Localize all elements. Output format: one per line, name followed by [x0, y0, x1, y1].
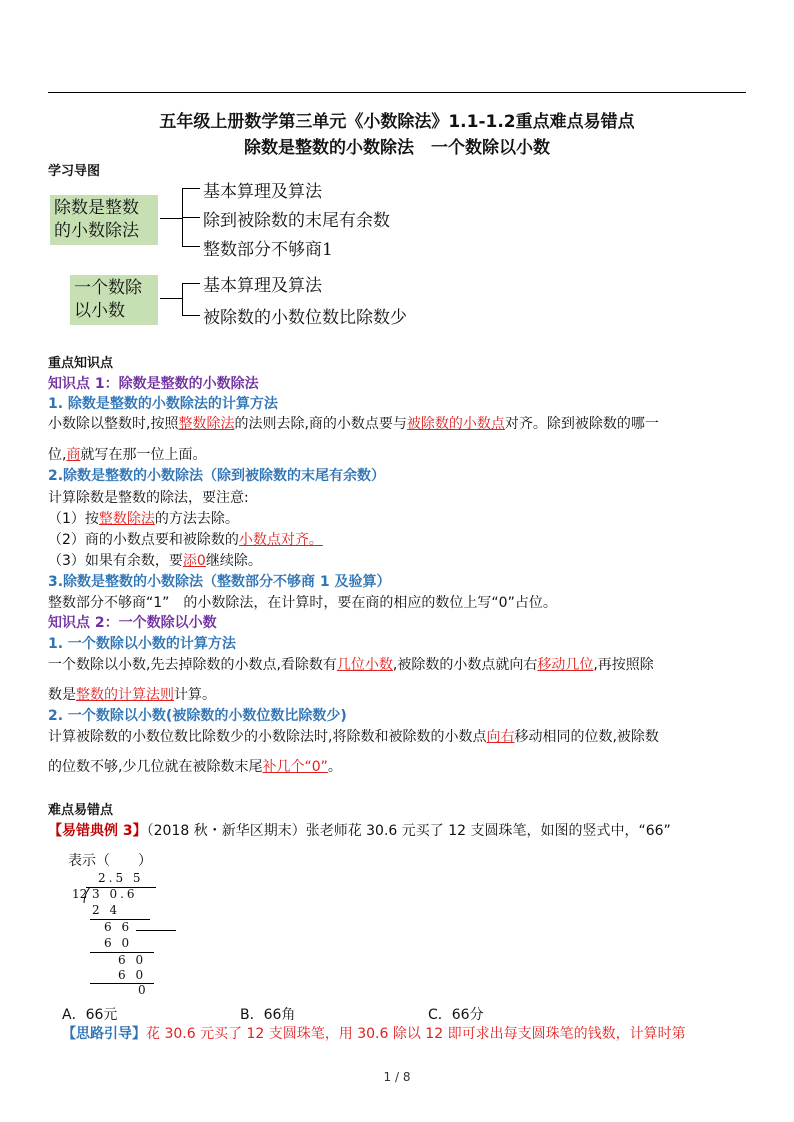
paragraph: 数是整数的计算法则计算。: [48, 687, 216, 703]
mindmap-item: 基本算理及算法: [203, 276, 322, 296]
dividend: 3 0.6: [92, 887, 138, 901]
highlight: 整数除法: [98, 511, 155, 527]
paragraph: 位,商就写在那一位上面。: [48, 447, 207, 463]
connector: [182, 246, 200, 247]
mindmap-item: 整数部分不够商1: [203, 240, 333, 260]
division-row: 0: [138, 983, 149, 997]
paragraph: 小数除以整数时,按照整数除法的法则去除,商的小数点要与被除数的小数点对齐。除到被除数的哪一: [48, 416, 659, 432]
section-3-title: 3.除数是整数的小数除法（整数部分不够商 1 及验算）: [48, 574, 391, 590]
division-row: 6 0: [104, 936, 133, 950]
page-subtitle: 除数是整数的小数除法 一个数除以小数: [244, 138, 550, 158]
hint-label: 【思路引导】: [62, 1026, 146, 1042]
highlight: 移动几位: [537, 657, 594, 673]
hard-heading: 难点易错点: [48, 803, 114, 818]
header-rule: [48, 92, 746, 93]
guide-heading: 学习导图: [48, 164, 101, 179]
long-division-figure: [62, 869, 180, 999]
section-t2-title: 2. 一个数除以小数(被除数的小数位数比除数少): [48, 708, 347, 724]
paragraph: 的位数不够,少几位就在被除数末尾补几个“0”。: [48, 759, 342, 775]
connector: [182, 315, 200, 316]
mindmap-item: 基本算理及算法: [203, 182, 322, 202]
highlight: 整数的计算法则: [76, 687, 174, 703]
option-c[interactable]: C．66分: [428, 1007, 484, 1023]
highlight: 整数除法: [178, 416, 235, 432]
list-item: （1）按整数除法的方法去除。: [48, 511, 239, 527]
paragraph: 整数部分不够商“1” 的小数除法，在计算时，要在商的相应的数位上写“0”占位。: [48, 595, 557, 611]
mindmap-box-1-line2: 的小数除法: [54, 221, 139, 241]
paragraph: 计算除数是整数的除法，要注意:: [48, 490, 249, 506]
key-heading: 重点知识点: [48, 356, 114, 371]
paragraph: 计算被除数的小数位数比除数少的小数除法时,将除数和被除数的小数点向右移动相同的位数,被除数: [48, 729, 659, 745]
mindmap-box-1: [50, 195, 158, 245]
paragraph: 一个数除以小数,先去掉除数的小数点,看除数有几位小数,被除数的小数点就向右移动几位,再按照除: [48, 657, 654, 673]
mindmap-box-1-line1: 除数是整数: [54, 198, 139, 218]
section-t1-title: 1. 一个数除以小数的计算方法: [48, 636, 236, 652]
division-row: 6 0: [118, 968, 147, 982]
highlight: 小数点对齐。: [238, 532, 323, 548]
section-1-title: 1. 除数是整数的小数除法的计算方法: [48, 396, 278, 412]
mindmap-box-2-line2: 以小数: [74, 301, 125, 321]
quotient: 2.5 5: [98, 871, 144, 885]
highlight: 向右: [486, 729, 515, 745]
example-question: 【易错典例 3】（2018 秋・新华区期末）张老师花 30.6 元买了 12 支圆珠笔，如图的竖式中，“66”: [48, 823, 671, 839]
hint: 【思路引导】花 30.6 元买了 12 支圆珠笔，用 30.6 除以 12 即可求出每支圆珠笔的钱数，计算时第: [62, 1026, 686, 1042]
list-item: （3）如果有余数，要添0继续除。: [48, 553, 262, 569]
knowledge-point-1: 知识点 1：除数是整数的小数除法: [48, 376, 259, 392]
example-label: 【易错典例 3】: [48, 823, 147, 839]
knowledge-point-2: 知识点 2：一个数除以小数: [48, 615, 217, 631]
section-2-title: 2.除数是整数的小数除法（除到被除数的末尾有余数）: [48, 468, 386, 484]
connector: [160, 218, 182, 219]
option-a[interactable]: A．66元: [62, 1007, 118, 1023]
division-row: 6 6: [104, 920, 133, 934]
division-row: 2 4: [92, 903, 121, 917]
connector: [182, 188, 200, 189]
mindmap-box-2-line1: 一个数除: [74, 278, 142, 298]
example-question-cont: 表示（ ）: [68, 853, 152, 869]
division-row: 6 0: [118, 953, 147, 967]
connector: [160, 298, 182, 299]
highlight: 被除数的小数点: [406, 416, 505, 432]
list-item: （2）商的小数点要和被除数的小数点对齐。: [48, 532, 323, 548]
divisor: 12: [72, 887, 88, 901]
page-title: 五年级上册数学第三单元《小数除法》1.1-1.2重点难点易错点: [159, 112, 635, 132]
highlight: 商: [66, 447, 81, 463]
option-b[interactable]: B．66角: [240, 1007, 296, 1023]
division-bracket: [82, 886, 92, 904]
connector: [182, 283, 183, 315]
highlight: 几位小数: [336, 657, 393, 673]
connector: [182, 217, 200, 218]
highlight: 补几个“0”: [262, 759, 328, 775]
mindmap-item: 被除数的小数位数比除数少: [203, 308, 407, 328]
mindmap-item: 除到被除数的末尾有余数: [203, 211, 390, 231]
highlight: 添0: [182, 553, 206, 569]
mindmap-box-2: [70, 275, 158, 325]
connector: [182, 283, 200, 284]
page-number: 1 / 8: [383, 1070, 411, 1084]
